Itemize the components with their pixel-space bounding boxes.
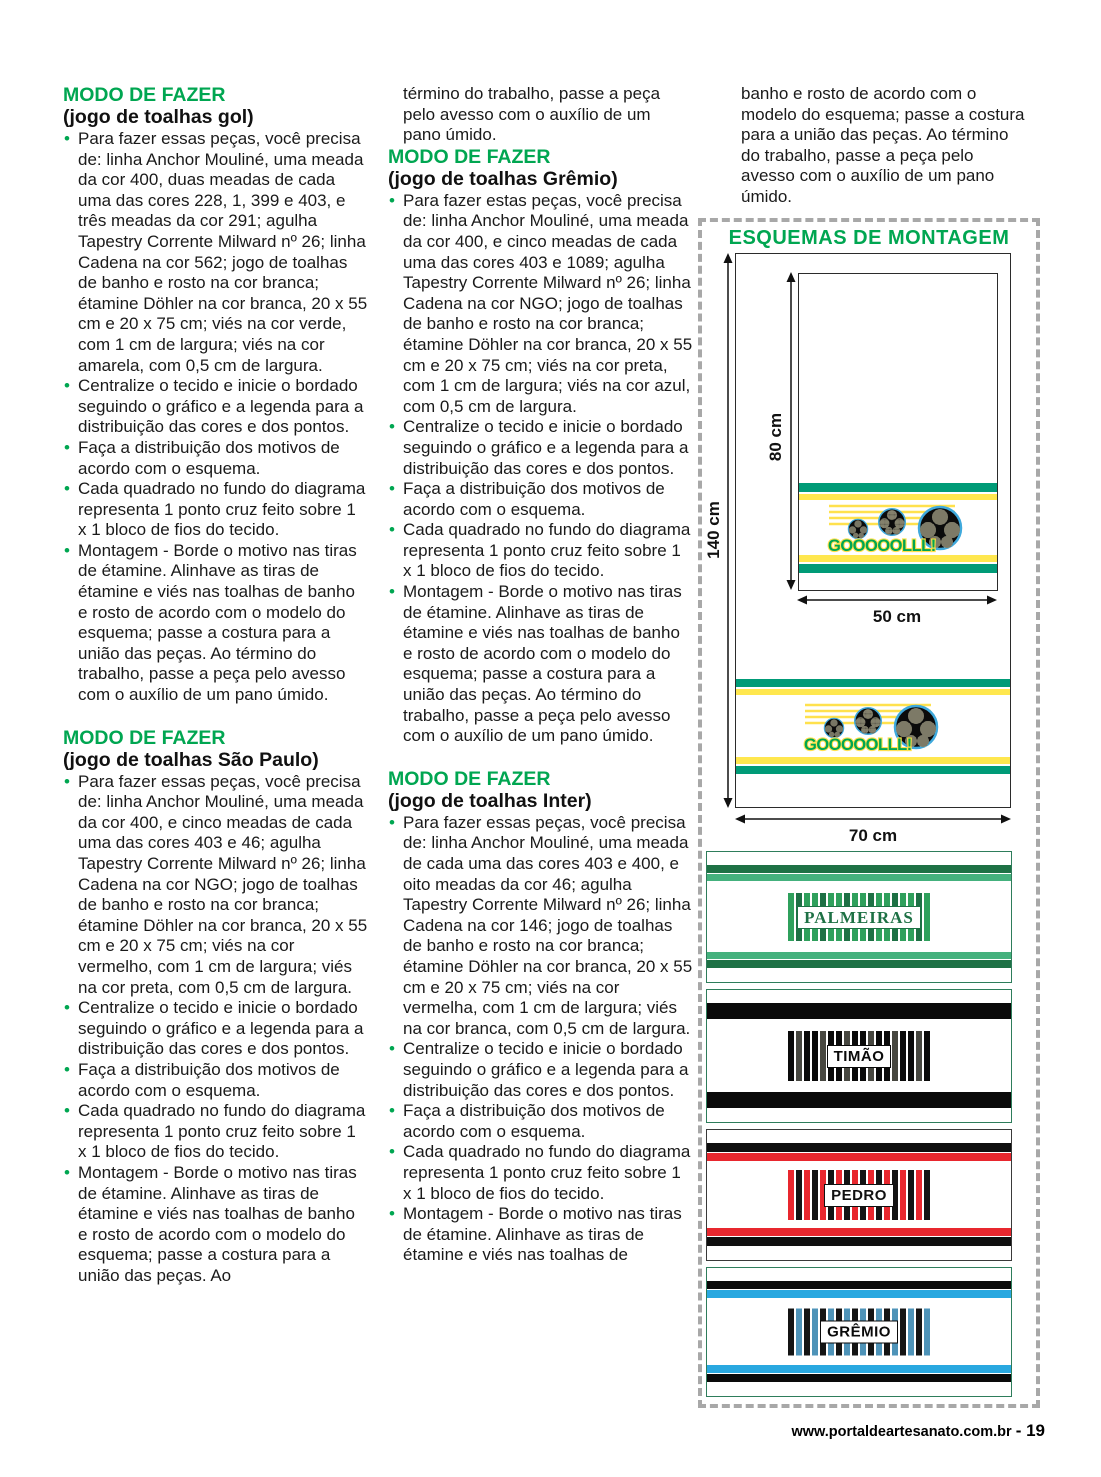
bath-towel-diagram	[735, 253, 1011, 808]
towel-motif-bars	[788, 1170, 930, 1220]
instruction-item: • Montagem - Borde o motivo nas tiras de étamine. Alinhave as tiras de étamine e viés nas toalhas de banho e rosto de acordo com o modelo do esquema; passe a costura para a união das peças. Ao	[63, 1163, 368, 1287]
towel-band-timao	[706, 989, 1012, 1123]
towel-band-palmeiras	[706, 851, 1012, 983]
band-stripe	[707, 1237, 1011, 1246]
instruction-item: • Cada quadrado no fundo do diagrama representa 1 ponto cruz feito sobre 1 x 1 bloco de fios do tecido.	[63, 479, 368, 541]
bath-height-label: 140 cm	[704, 501, 723, 559]
width-arrow-50cm	[797, 594, 997, 606]
towel-stripe-yellow	[736, 689, 1010, 695]
towel-label: TIMÃO	[827, 1045, 892, 1068]
band-stripe	[707, 1143, 1011, 1152]
towel-band-gremio	[706, 1267, 1012, 1397]
band-stripe	[707, 1228, 1011, 1236]
band-stripe	[707, 874, 1011, 881]
section-gremio	[388, 146, 693, 747]
instruction-item: • Faça a distribuição dos motivos de acordo com o esquema.	[388, 479, 693, 520]
instruction-item: • Centralize o tecido e inicie o bordado seguindo o gráfico e a legenda para a distribuição das cores e dos pontos.	[63, 998, 368, 1060]
section-heading: MODO DE FAZER	[388, 767, 551, 790]
continuation-paragraph: banho e rosto de acordo com o modelo do esquema; passe a costura para a união das peças. Ao término do trabalho, passe a peça pelo avesso com o auxílio de um pano úmido.	[741, 84, 1025, 206]
text-column-2	[388, 84, 693, 1266]
towel-label: GRÊMIO	[820, 1321, 898, 1344]
instruction-item: • Faça a distribuição dos motivos de acordo com o esquema.	[63, 1060, 368, 1101]
instruction-item: • Para fazer essas peças, você precisa de: linha Anchor Mouliné, uma meada de cada uma das cores 403 e 400, e oito meadas da cor 46; agulha Tapestry Corrente Milward nº 26; linha Cadena na cor 146; jogo de toalhas de banho e rosto na cor branca; étamine Döhler na cor branca, 20 x 55 cm e 20 x 75 cm; viés na cor vermelha, com 1 cm de largura; viés na cor branca, com 0,5 cm de largura.	[388, 813, 693, 1040]
esquemas-de-montagem-box	[698, 218, 1040, 1408]
band-stripe	[707, 1003, 1011, 1019]
instruction-item: • Centralize o tecido e inicie o bordado seguindo o gráfico e a legenda para a distribuição das cores e dos pontos.	[388, 417, 693, 479]
band-stripe	[707, 1281, 1011, 1289]
towel-stripe-yellow	[736, 757, 1010, 764]
face-towel-diagram	[798, 273, 998, 591]
towel-bands	[706, 851, 1012, 1397]
towel-motif-bars	[788, 1031, 930, 1081]
instruction-item: • Cada quadrado no fundo do diagrama representa 1 ponto cruz feito sobre 1 x 1 bloco de fios do tecido.	[388, 520, 693, 582]
instruction-item: • Centralize o tecido e inicie o bordado seguindo o gráfico e a legenda para a distribuição das cores e dos pontos.	[63, 376, 368, 438]
band-stripe	[707, 1153, 1011, 1161]
towel-motif-bars	[788, 893, 930, 941]
section-heading: MODO DE FAZER	[388, 145, 551, 168]
instruction-item: • Montagem - Borde o motivo nas tiras de étamine. Alinhave as tiras de étamine e viés nas toalhas de banho e rosto de acordo com o modelo do esquema; passe a costura para a união das peças. Ao término do trabalho, passe a peça pelo avesso com o auxílio de um pano úmido.	[63, 541, 368, 706]
band-stripe	[707, 960, 1011, 968]
towel-label: PALMEIRAS	[797, 906, 921, 929]
section-inter	[388, 768, 693, 1266]
section-subheading: (jogo de toalhas São Paulo)	[63, 748, 319, 771]
towel-band-pedro	[706, 1129, 1012, 1261]
instruction-item: • Para fazer essas peças, você precisa de: linha Anchor Mouliné, uma meada da cor 400, duas meadas de cada uma das cores 228, 1, 399 e 403, e três meadas da cor 291; agulha Tapestry Corrente Milward nº 26; linha Cadena na cor 562; jogo de toalhas de banho e rosto na cor branca; étamine Döhler na cor branca, 20 x 55 cm e 20 x 75 cm; viés na cor verde, com 1 cm de largura; viés na cor amarela, com 0,5 cm de largura.	[63, 129, 368, 376]
text-column-3	[726, 84, 1028, 208]
instruction-list	[388, 813, 693, 1266]
section-heading: MODO DE FAZER	[63, 726, 226, 749]
instruction-list	[63, 772, 368, 1287]
height-arrow-80cm	[785, 272, 797, 590]
band-stripe	[707, 1290, 1011, 1298]
instruction-list	[63, 129, 368, 706]
section-gol	[63, 84, 368, 706]
towel-stripe-yellow	[799, 555, 997, 562]
towel-stripe-green	[736, 766, 1010, 774]
section-subheading: (jogo de toalhas Grêmio)	[388, 167, 618, 190]
bath-width-label: 70 cm	[848, 826, 898, 845]
section-subheading: (jogo de toalhas gol)	[63, 106, 254, 128]
schematics-title: ESQUEMAS DE MONTAGEM	[728, 227, 1010, 249]
footer-page-number: - 19	[1015, 1421, 1045, 1440]
towel-label: PEDRO	[824, 1184, 894, 1207]
towel-motif-bars	[788, 1309, 930, 1356]
band-stripe	[707, 865, 1011, 873]
page-footer	[791, 1421, 1045, 1441]
face-width-label: 50 cm	[872, 607, 922, 626]
gol-motif-graphic	[802, 697, 972, 755]
face-height-label: 80 cm	[766, 412, 785, 462]
towel-stripe-green	[736, 679, 1010, 687]
band-stripe	[707, 952, 1011, 959]
instruction-item: • Faça a distribuição dos motivos de acordo com o esquema.	[63, 438, 368, 479]
instruction-item: • Cada quadrado no fundo do diagrama representa 1 ponto cruz feito sobre 1 x 1 bloco de fios do tecido.	[63, 1101, 368, 1163]
section-sao-paulo	[63, 727, 368, 1287]
continuation-paragraph: término do trabalho, passe a peça pelo avesso com o auxílio de um pano úmido.	[403, 84, 661, 145]
width-arrow-70cm	[735, 813, 1011, 825]
towel-stripe-green	[799, 483, 997, 492]
instruction-item: • Faça a distribuição dos motivos de acordo com o esquema.	[388, 1101, 693, 1142]
gol-motif-graphic	[826, 498, 996, 556]
instruction-list	[388, 191, 693, 747]
band-stripe	[707, 1092, 1011, 1108]
towel-stripe-green	[799, 564, 997, 573]
section-subheading: (jogo de toalhas Inter)	[388, 789, 592, 812]
instruction-item: • Para fazer essas peças, você precisa de: linha Anchor Mouliné, uma meada da cor 400, e cinco meadas de cada uma das cores 403 e 46; agulha Tapestry Corrente Milward nº 26; linha Cadena na cor NGO; jogo de toalhas de banho e rosto na cor branca; étamine Döhler na cor branca, 20 x 55 cm e 20 x 75 cm; viés na cor vermelho, com 1 cm de largura; viés na cor preta, com 0,5 cm de largura.	[63, 772, 368, 999]
instruction-item: • Centralize o tecido e inicie o bordado seguindo o gráfico e a legenda para a distribuição das cores e dos pontos.	[388, 1039, 693, 1101]
instruction-item: • Cada quadrado no fundo do diagrama representa 1 ponto cruz feito sobre 1 x 1 bloco de fios do tecido.	[388, 1142, 693, 1204]
instruction-item: • Montagem - Borde o motivo nas tiras de étamine. Alinhave as tiras de étamine e viés nas toalhas de banho e rosto de acordo com o modelo do esquema; passe a costura para a união das peças. Ao término do trabalho, passe a peça pelo avesso com o auxílio de um pano úmido.	[388, 582, 693, 747]
footer-site-url: www.portaldeartesanato.com.br	[791, 1424, 1012, 1440]
band-stripe	[707, 1365, 1011, 1373]
instruction-item: • Montagem - Borde o motivo nas tiras de étamine. Alinhave as tiras de étamine e viés nas toalhas de	[388, 1204, 693, 1266]
text-column-1	[63, 84, 368, 1286]
band-stripe	[707, 1374, 1011, 1382]
instruction-item: • Para fazer estas peças, você precisa de: linha Anchor Mouliné, uma meada da cor 400, e cinco meadas de cada uma das cores 403 e 1089; agulha Tapestry Corrente Milward nº 26; linha Cadena na cor NGO; jogo de toalhas de banho e rosto na cor branca; étamine Döhler na cor branca, 20 x 55 cm e 20 x 75 cm; viés na cor preta, com 1 cm de largura; viés na cor azul, com 0,5 cm de largura.	[388, 191, 693, 418]
section-heading: MODO DE FAZER	[63, 84, 226, 106]
